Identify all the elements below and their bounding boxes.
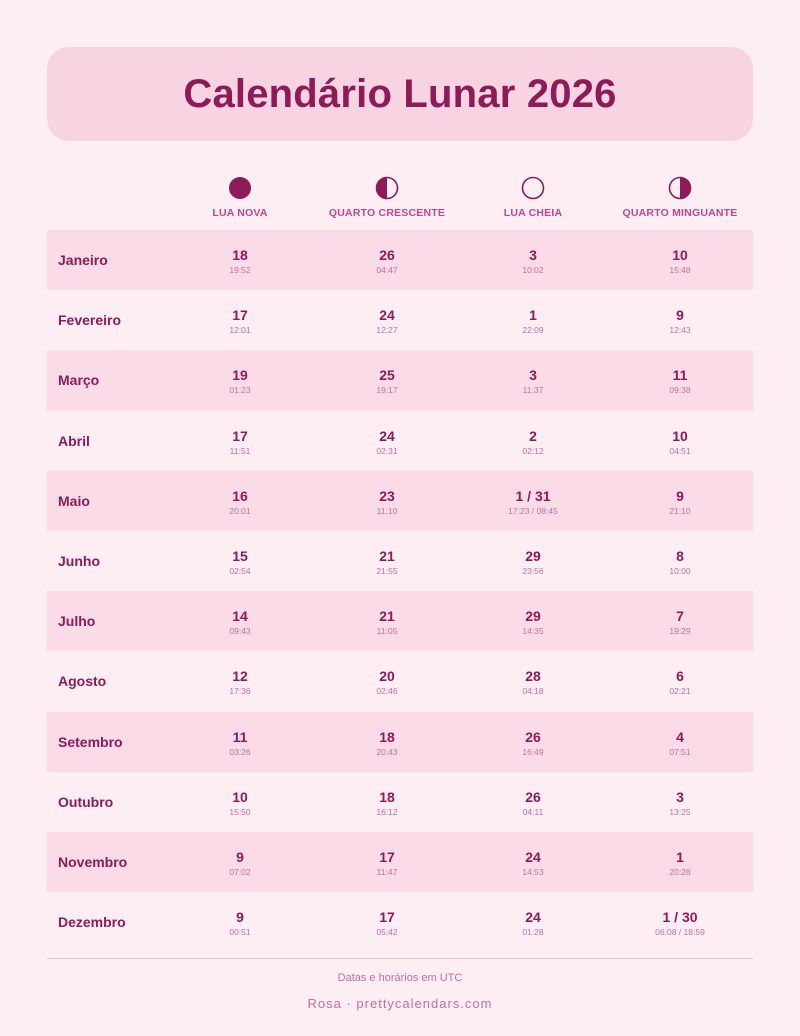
phase-time: 16:49 (522, 746, 544, 757)
timezone-note: Datas e horários em UTC (337, 972, 463, 984)
month-name: Junho (58, 553, 100, 570)
phase-time: 21:10 (669, 505, 691, 516)
phase-date: 3 (529, 247, 537, 263)
phase-time: 12:43 (669, 325, 691, 336)
phase-date: 18 (232, 247, 248, 263)
phase-date: 17 (232, 427, 248, 444)
phase-date: 24 (525, 909, 541, 926)
phase-label: QUARTO MINGUANTE (622, 207, 738, 219)
phase-date: 17 (379, 848, 395, 865)
footer-divider (47, 958, 753, 959)
phase-date: 6 (676, 668, 684, 685)
phase-date: 4 (676, 728, 684, 745)
phase-date: 15 (232, 547, 248, 564)
phase-time: 00:51 (229, 927, 251, 938)
phase-date: 29 (525, 608, 541, 625)
phase-cell (590, 729, 770, 758)
month-row (47, 591, 753, 651)
month-row (47, 892, 753, 952)
phase-time: 12:27 (376, 325, 398, 336)
phase-date: 26 (525, 788, 541, 805)
phase-time: 10:02 (522, 265, 544, 275)
phase-date: 3 (676, 788, 684, 805)
phase-time: 19:17 (376, 385, 398, 396)
month-name: Julho (58, 613, 96, 630)
phase-date: 24 (379, 427, 395, 444)
month-name: Agosto (58, 673, 107, 690)
phase-date: 3 (529, 367, 537, 384)
phase-date: 29 (525, 547, 541, 564)
phase-time: 14:35 (522, 626, 544, 637)
phase-time: 11:47 (376, 866, 398, 877)
phase-date: 1 (529, 307, 537, 324)
phase-date: 10 (232, 788, 248, 805)
phase-cell (590, 548, 770, 577)
month-row (47, 411, 753, 471)
phase-time: 01:23 (229, 385, 251, 396)
last-quarter-icon (668, 176, 692, 200)
phase-time: 02:31 (376, 445, 398, 456)
phase-date: 19 (232, 367, 248, 384)
month-name: Dezembro (58, 914, 126, 931)
phase-date: 24 (379, 307, 395, 324)
phase-time: 07:51 (669, 746, 691, 757)
phase-cell (590, 428, 770, 457)
phase-cell (590, 367, 770, 396)
phase-time: 10:00 (669, 565, 691, 576)
phase-time: 04:11 (522, 806, 544, 817)
phase-cell (590, 608, 770, 637)
month-name: Janeiro (58, 252, 108, 269)
month-name: Maio (58, 492, 90, 509)
phase-cell (590, 909, 770, 938)
phase-time: 19:52 (229, 265, 251, 275)
phase-label: LUA CHEIA (503, 207, 563, 219)
phase-date: 9 (676, 487, 684, 504)
phase-time: 11:05 (376, 626, 398, 637)
phase-time: 23:56 (522, 565, 544, 576)
month-row (47, 531, 753, 591)
phase-cell (590, 488, 770, 517)
phase-time: 05:42 (376, 927, 398, 938)
credit-line: Rosa · prettycalendars.com (307, 996, 493, 1011)
phase-cell (590, 307, 770, 336)
phase-time: 04:51 (669, 445, 691, 456)
phase-label: LUA NOVA (212, 207, 268, 219)
phase-time: 20:01 (229, 505, 251, 516)
month-row (47, 832, 753, 892)
page-title: Calendário Lunar 2026 (183, 71, 617, 116)
phase-date: 23 (379, 487, 395, 504)
phase-date: 21 (379, 547, 395, 564)
phase-time: 19:29 (669, 626, 691, 637)
phase-date: 9 (236, 848, 244, 865)
month-row (47, 350, 753, 410)
phase-time: 14:53 (522, 866, 544, 877)
phase-time: 11:10 (376, 505, 398, 516)
phase-time: 15:50 (229, 806, 251, 817)
phase-date: 18 (379, 788, 395, 805)
phase-time: 02:21 (669, 686, 691, 697)
phase-time: 21:55 (376, 565, 398, 576)
phase-time: 22:09 (522, 325, 544, 336)
phase-date: 2 (529, 427, 537, 444)
new-moon-icon (228, 176, 252, 200)
month-row (47, 651, 753, 711)
phase-time: 20:28 (669, 866, 691, 877)
phase-cell (590, 247, 770, 276)
month-name: Outubro (58, 793, 114, 810)
phase-time: 13:25 (669, 806, 691, 817)
phase-time: 12:01 (229, 325, 251, 336)
lunar-table (47, 230, 753, 952)
phase-date: 16 (232, 487, 248, 504)
month-name: Novembro (58, 853, 128, 870)
phase-date: 28 (525, 668, 541, 685)
month-name: Fevereiro (58, 312, 122, 329)
phase-time: 04:18 (522, 686, 544, 697)
phase-date: 24 (525, 848, 541, 865)
phase-time: 02:12 (522, 445, 544, 456)
first-quarter-icon (375, 176, 399, 200)
month-row (47, 290, 753, 350)
month-name: Abril (58, 432, 90, 449)
month-row (47, 712, 753, 772)
phase-time: 16:12 (376, 806, 398, 817)
month-name: Março (58, 372, 100, 389)
phase-date: 21 (379, 608, 395, 625)
phase-date: 10 (672, 427, 688, 444)
phase-time: 03:26 (229, 746, 251, 757)
phase-date: 9 (676, 307, 684, 324)
phase-time: 11:37 (522, 385, 544, 396)
month-row (47, 772, 753, 832)
phase-date: 25 (379, 367, 395, 384)
phase-time: 07:02 (229, 866, 251, 877)
phase-date: 1 / 31 (515, 487, 551, 504)
phase-cell (590, 849, 770, 878)
phase-date: 17 (232, 307, 248, 324)
month-row (47, 471, 753, 531)
phase-time: 09:43 (229, 626, 251, 637)
month-row (47, 230, 753, 290)
phase-time: 11:51 (229, 445, 251, 456)
phase-date: 7 (676, 608, 684, 625)
phase-time: 04:47 (376, 265, 398, 275)
phase-cell (590, 668, 770, 697)
phase-time: 02:54 (229, 565, 251, 576)
month-name: Setembro (58, 733, 123, 750)
phase-time: 17:36 (229, 686, 251, 697)
phase-time: 01:28 (522, 927, 544, 938)
phase-date: 9 (236, 909, 244, 926)
phase-date: 18 (379, 728, 395, 745)
phase-date: 20 (379, 668, 395, 685)
phase-date: 1 (676, 848, 684, 865)
phase-time: 06:08 / 18:59 (655, 927, 705, 938)
phase-header-last-quarter (590, 176, 770, 219)
phase-date: 11 (672, 367, 688, 384)
phase-time: 20:43 (376, 746, 398, 757)
title-banner (47, 47, 753, 141)
phase-cell (590, 789, 770, 818)
phase-time: 15:48 (669, 265, 691, 275)
full-moon-icon (521, 176, 545, 200)
phase-label: QUARTO CRESCENTE (328, 207, 446, 219)
phase-date: 26 (525, 728, 541, 745)
phase-time: 09:38 (669, 385, 691, 396)
phase-time: 17:23 / 08:45 (508, 505, 558, 516)
phase-date: 1 / 30 (662, 909, 698, 926)
phase-date: 8 (676, 547, 684, 564)
phase-date: 10 (672, 247, 688, 263)
phase-date: 26 (379, 247, 395, 263)
phase-date: 11 (232, 728, 248, 745)
phase-date: 14 (232, 608, 248, 625)
phase-time: 02:46 (376, 686, 398, 697)
phase-date: 17 (379, 909, 395, 926)
phase-date: 12 (232, 668, 248, 685)
